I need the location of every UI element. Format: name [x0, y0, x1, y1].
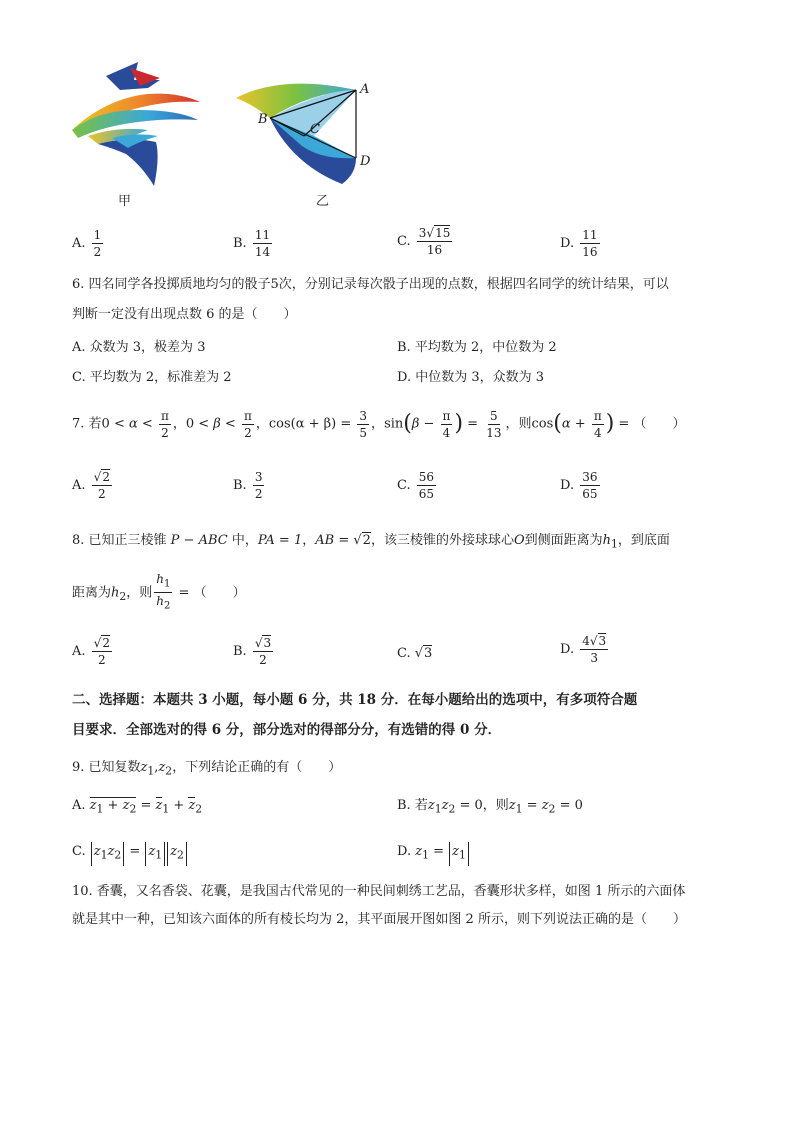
section2-heading-line2: 目要求．全部选对的得 6 分，部分选对的得部分分，有选错的得 0 分． [72, 722, 502, 738]
q5-option-b[interactable]: B. $\frac{11}{14}$ [233, 228, 271, 259]
q5-option-c[interactable]: C. $\frac{3√15}{16}$ [397, 226, 451, 257]
q9-stem: 9. 已知复数$z_1,z_2$，下列结论正确的有（ ） [72, 760, 342, 778]
q6-stem-line1: 6. 四名同学各投掷质地均匀的骰子5次，分别记录每次骰子出现的点数，根据四名同学的统计结果，可以 [72, 277, 669, 292]
q7-stem: 7. 若0 < α < $\frac{\pi}{2}$ ，0 < β < $\frac{\pi}{2}$ ，cos(α + β) = $\frac{3}{5}$ ，sin(β − $\frac{\pi}{4}$ ) = $\frac{5}{13}$ ，则cos(α + $\frac{\pi}{4}$ ) = （ ） [72, 408, 686, 440]
figure-jia-logo [68, 58, 208, 190]
point-C-label: C [310, 122, 320, 137]
q9-option-a[interactable]: A. $z_1 + z_2 = z_1 + z_2$ [72, 798, 203, 816]
q5-b-fraction: $\frac{11}{14}$ [254, 228, 271, 259]
q5-a-fraction: $\frac{1}{2}$ [93, 228, 102, 259]
q8-option-b[interactable]: B. $\frac{√3}{2}$ [233, 636, 272, 667]
q8-option-c[interactable]: C. √3 [397, 646, 433, 661]
q6-option-c[interactable]: C. 平均数为 2，标准差为 2 [72, 370, 232, 385]
q10-stem-line2: 就是其中一种，已知该六面体的所有棱长均为 2，其平面展开图如图 2 所示，则下列说法正确的是（ ） [72, 912, 686, 927]
q6-stem-line2: 判断一定没有出现点数 6 的是（ ） [72, 307, 297, 322]
q9-option-c[interactable]: C. $z_1z_2 = z_1$ $z_2$ [72, 842, 188, 866]
section2-heading-line1: 二、选择题：本题共 3 小题，每小题 6 分，共 18 分．在每小题给出的选项中，有多项符合题 [72, 692, 638, 708]
figure-jia-caption: 甲 [118, 194, 132, 209]
q7-option-d[interactable]: D. $\frac{36}{65}$ [560, 470, 598, 501]
q6-option-d[interactable]: D. 中位数为 3，众数为 3 [397, 370, 545, 385]
point-B-label: B [258, 112, 268, 127]
figure-yi-caption: 乙 [316, 194, 330, 209]
q5-option-a[interactable]: A. $\frac{1}{2}$ [72, 228, 102, 259]
point-A-label: A [360, 82, 370, 97]
q5-c-fraction: $\frac{3√15}{16}$ [418, 226, 451, 257]
q6-option-b[interactable]: B. 平均数为 2，中位数为 2 [397, 340, 557, 355]
q10-stem-line1: 10. 香囊，又名香袋、花囊，是我国古代常见的一种民间刺绣工艺品，香囊形状多样，如图 1 所示的六面体 [72, 884, 686, 899]
q5-option-d[interactable]: D. $\frac{11}{16}$ [560, 228, 598, 259]
q8-option-a[interactable]: A. $\frac{√2}{2}$ [72, 636, 110, 667]
q8-stem-line1: 8. 已知正三棱锥 P − ABC 中，PA = 1，AB = √2，该三棱锥的外接球球心O到侧面距离为$h_1$，到底面 [72, 533, 670, 551]
q6-option-a[interactable]: A. 众数为 3，极差为 3 [72, 340, 206, 355]
q9-option-d[interactable]: D. $z_1 = z_1$ [397, 842, 470, 866]
q5-d-fraction: $\frac{11}{16}$ [582, 228, 598, 259]
q7-option-b[interactable]: B. $\frac{3}{2}$ [233, 470, 263, 501]
q7-option-c[interactable]: C. $\frac{56}{65}$ [397, 470, 435, 501]
q8-option-d[interactable]: D. $\frac{4√3}{3}$ [560, 634, 607, 665]
point-D-label: D [360, 154, 371, 169]
q8-stem-line2: 距离为$h_2$，则 $\frac{h_1}{h_2}$ = （ ） [72, 572, 246, 612]
q9-option-b[interactable]: B. 若$z_1z_2 = 0$，则$z_1 = z_2 = 0$ [397, 798, 583, 816]
q7-option-a[interactable]: A. $\frac{√2}{2}$ [72, 470, 110, 501]
